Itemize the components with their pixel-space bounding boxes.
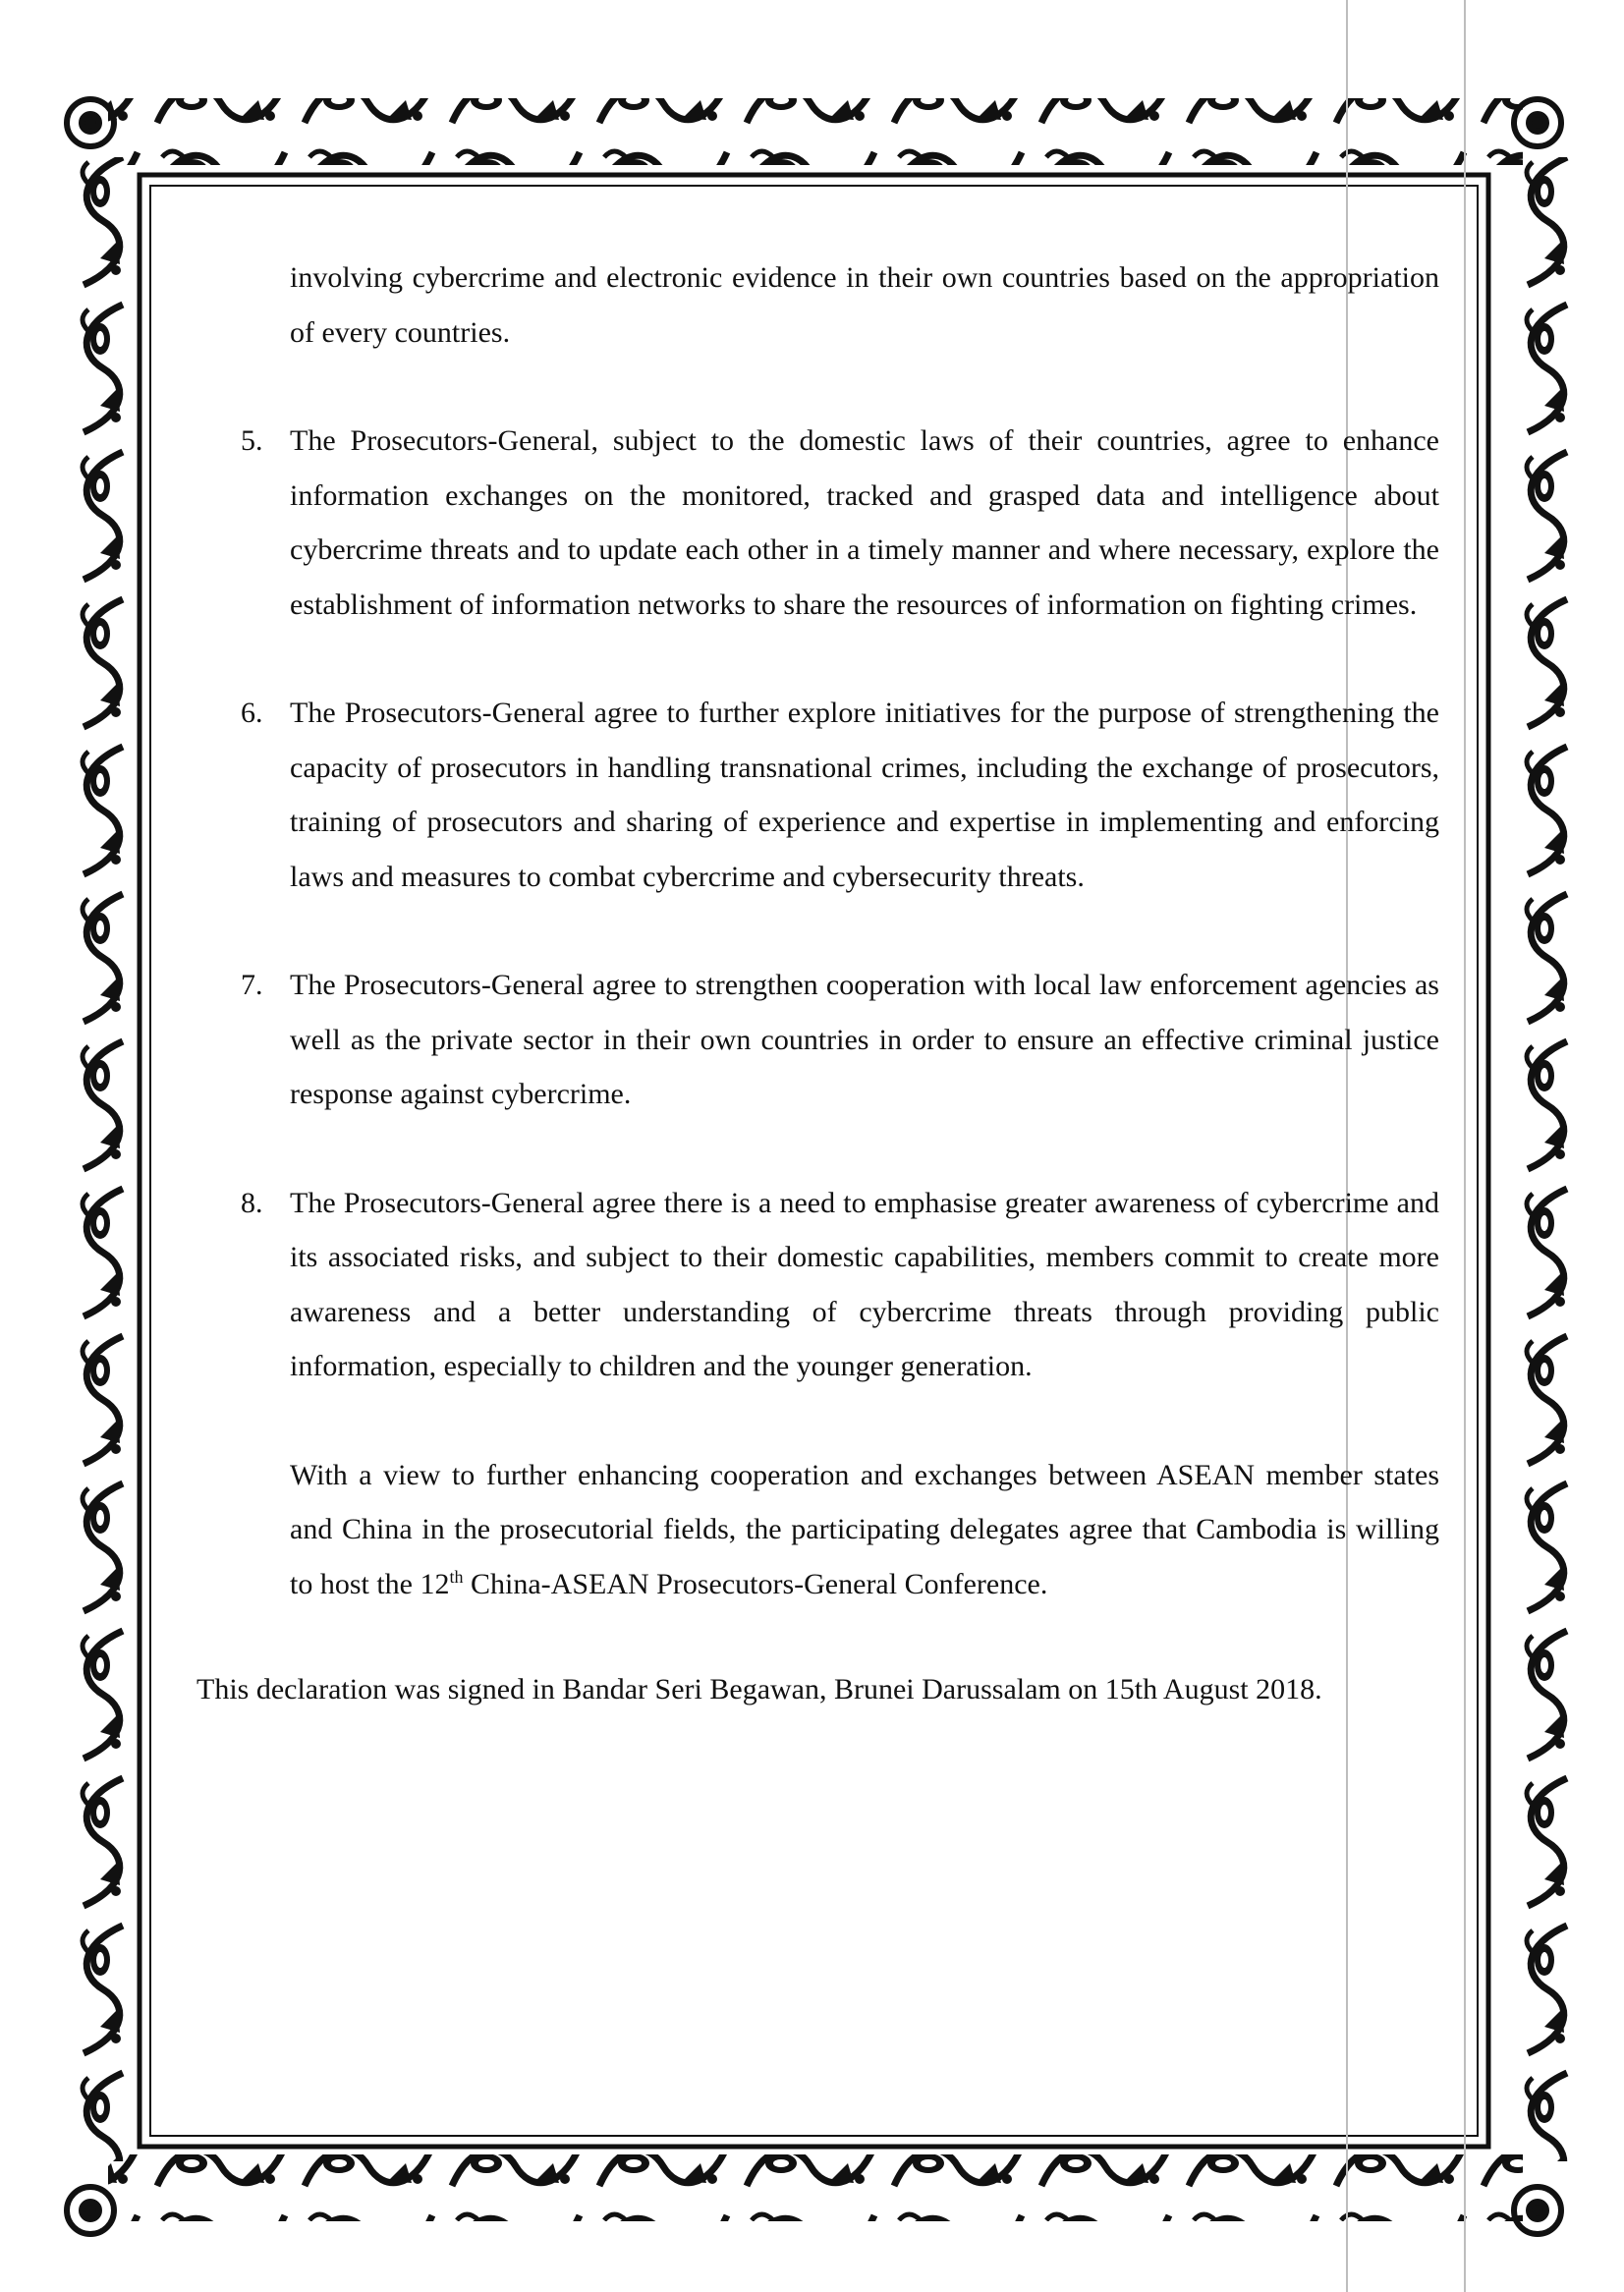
document-body	[192, 251, 1439, 1717]
list-item	[192, 686, 1439, 904]
ordinal-superscript: th	[449, 1566, 464, 1587]
list-item	[192, 1176, 1439, 1394]
list-item	[192, 958, 1439, 1122]
item-number: 7.	[241, 969, 263, 1001]
item-text: The Prosecutors-General, subject to the domestic laws of their countries, agree to enhance information exchanges on the monitored, tracked and grasped data and intelligence about cybercrime threats and to update each other in a timely manner and where necessary, explore the establishment of information networks to share the resources of information on fighting crimes.	[290, 424, 1439, 621]
closing-text-after: China-ASEAN Prosecutors-General Conference.	[463, 1567, 1048, 1600]
scan-artifact-line-2	[1464, 0, 1466, 2292]
item-text: The Prosecutors-General agree there is a need to emphasise greater awareness of cybercrime and its associated risks, and subject to their domestic capabilities, members commit to create more awareness and a better understanding of cybercrime threats through providing public information, especially to children and the younger generation.	[290, 1186, 1439, 1382]
item-number: 8.	[241, 1186, 263, 1219]
continuation-paragraph: involving cybercrime and electronic evidence in their own countries based on the appropriation of every countries.	[290, 261, 1439, 349]
item-number: 6.	[241, 697, 263, 729]
closing-text-before: With a view to further enhancing cooperation and exchanges between ASEAN member states and China in the prosecutorial fields, the participating delegates agree that Cambodia is willing to host the 12	[290, 1458, 1439, 1600]
item-text: The Prosecutors-General agree to further explore initiatives for the purpose of strengthening the capacity of prosecutors in handling transnational crimes, including the exchange of prosecutors, training of prosecutors and sharing of experience and expertise in implementing and enforcing laws and measures to combat cybercrime and cybersecurity threats.	[290, 697, 1439, 893]
signature-line: This declaration was signed in Bandar Seri Begawan, Brunei Darussalam on 15th August 2018.	[196, 1673, 1322, 1705]
item-number: 5.	[241, 424, 263, 457]
closing-paragraph	[192, 1448, 1439, 1612]
list-item	[192, 414, 1439, 632]
item-text: The Prosecutors-General agree to strengthen cooperation with local law enforcement agencies as well as the private sector in their own countries in order to ensure an effective criminal justice response against cybercrime.	[290, 969, 1439, 1110]
